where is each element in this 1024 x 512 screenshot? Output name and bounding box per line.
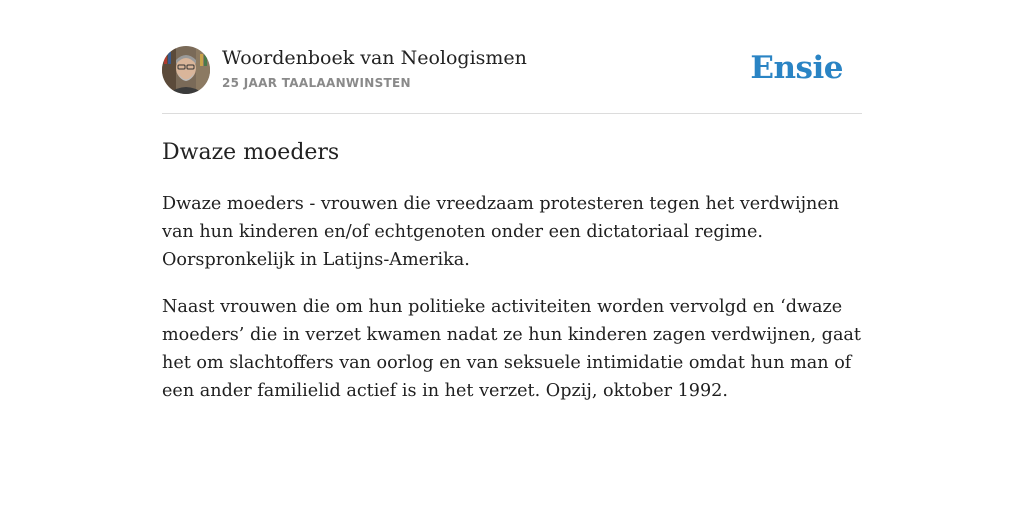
author-portrait-icon[interactable] [162,46,210,94]
source-title[interactable]: Woordenboek van Neologismen [222,47,527,69]
entry-quote: Naast vrouwen die om hun politieke activiteiten worden vervolgd en ‘dwaze moeders’ die in verzet kwamen nadat ze hun kinderen zagen verdwijnen, gaat het om slachtoffers van oorlog en van seksuele intimidatie omdat hun man of een ander familielid actief is in het verzet. Opzij, oktober 1992. [162,297,861,401]
entry-definition: Dwaze moeders - vrouwen die vreedzaam protesteren tegen het verdwijnen van hun kinderen en/of echtgenoten onder een dictatoriaal regime. Oorspronkelijk in Latijns-Amerika. [162,194,840,270]
brand-logo[interactable]: Ensie [750,50,843,86]
entry-header [162,46,862,114]
source-info [222,46,527,90]
entry-card [162,46,862,405]
entry-title: Dwaze moeders [162,140,340,165]
source-subtitle: 25 JAAR TAALAANWINSTEN [222,76,411,90]
